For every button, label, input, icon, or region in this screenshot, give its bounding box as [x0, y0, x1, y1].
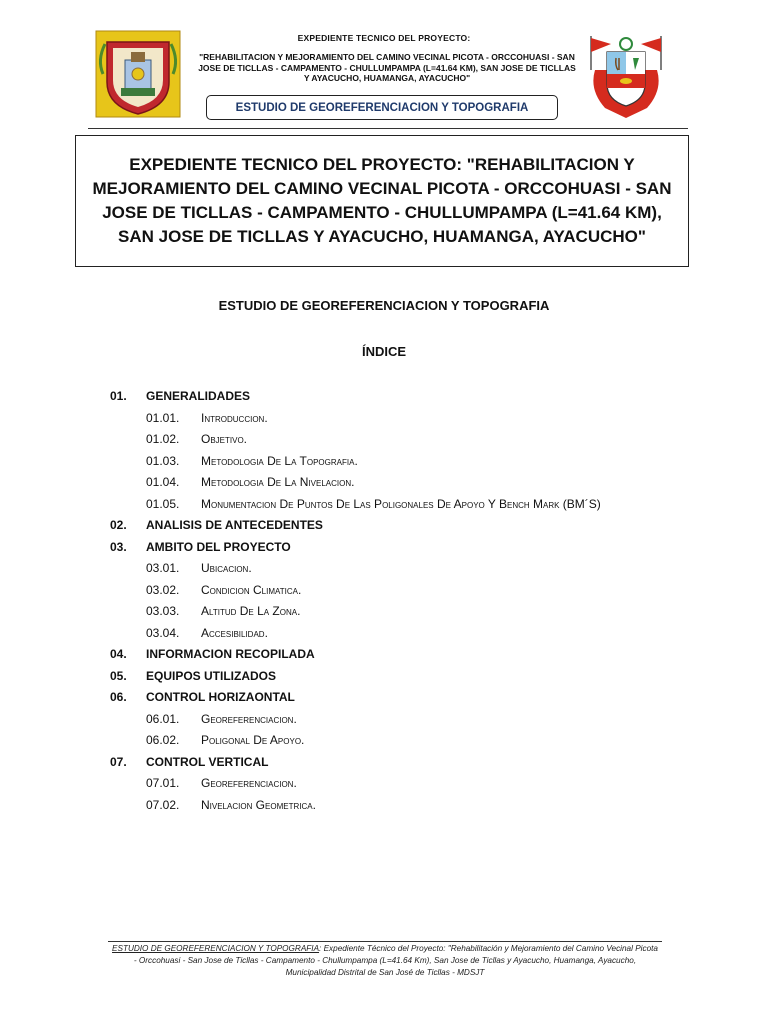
- toc-subsection[interactable]: [0, 581, 768, 603]
- toc-number: 05.: [110, 668, 127, 683]
- toc-label: AMBITO DEL PROYECTO: [146, 539, 291, 554]
- toc-number: 03.03.: [146, 604, 180, 618]
- toc-subsection[interactable]: [0, 409, 768, 431]
- toc-label: Monumentacion De Puntos De Las Poligonales De Apoyo Y Bench Mark (BM´S): [201, 496, 601, 511]
- toc-subsection[interactable]: [0, 559, 768, 581]
- toc-label: Condicion Climatica.: [201, 582, 302, 597]
- toc-number: 06.02.: [146, 733, 180, 747]
- toc-number: 01.03.: [146, 453, 180, 468]
- peru-coat-of-arms-icon: [585, 30, 667, 120]
- toc-section[interactable]: [0, 516, 768, 538]
- toc-label: Objetivo.: [201, 432, 248, 446]
- toc-number: 03.: [110, 539, 127, 554]
- toc-number: 04.: [110, 647, 127, 661]
- toc-label: GENERALIDADES: [146, 389, 251, 403]
- footer-description: : Expediente Técnico del Proyecto: "Rehabilitación y Mejoramiento del Camino Vecinal Picota - Orccohuasi - San Jose de Ticllas - Campamento - Chullumpampa (L=41.64 Km), San Jose de Ticllas y Ayacucho, Huamanga, Ayacucho, Municipalidad Distrital de San José de Ticllas - MDSJT: [133, 944, 658, 977]
- toc-subsection[interactable]: [0, 495, 768, 517]
- toc-subsection[interactable]: [0, 731, 768, 753]
- toc-label: CONTROL HORIZAONTAL: [146, 690, 295, 704]
- header-project-name: "REHABILITACION Y MEJORAMIENTO DEL CAMINO VECINAL PICOTA - ORCCOHUASI - SAN JOSE DE TICLLAS - CAMPAMENTO - CHULLUMPAMPA (L=41.64 KM), SAN JOSE DE TICLLAS Y AYACUCHO, HUAMANGA, AYACUCHO": [198, 52, 576, 83]
- index-heading: ÍNDICE: [361, 344, 407, 359]
- municipal-shield-icon: [95, 30, 181, 118]
- page-footer: [110, 943, 660, 979]
- toc-label: Ubicacion.: [201, 561, 252, 575]
- toc-label: Poligonal De Apoyo.: [201, 733, 305, 747]
- toc-number: 01.: [110, 389, 127, 403]
- toc-section[interactable]: [0, 645, 768, 667]
- toc-subsection[interactable]: [0, 624, 768, 646]
- header-label: EXPEDIENTE TECNICO DEL PROYECTO:: [297, 33, 471, 43]
- table-of-contents: [0, 387, 768, 817]
- toc-number: 01.01.: [146, 410, 180, 425]
- toc-number: 02.: [110, 518, 127, 532]
- toc-number: 03.01.: [146, 561, 180, 575]
- toc-number: 07.02.: [146, 797, 180, 812]
- toc-number: 03.02.: [146, 582, 180, 597]
- toc-subsection[interactable]: [0, 774, 768, 796]
- project-title-box: [75, 135, 689, 267]
- toc-label: ANALISIS DE ANTECEDENTES: [146, 518, 323, 532]
- toc-label: Nivelacion Geometrica.: [201, 797, 316, 812]
- toc-section[interactable]: [0, 667, 768, 689]
- toc-subsection[interactable]: [0, 430, 768, 452]
- toc-label: EQUIPOS UTILIZADOS: [146, 668, 277, 683]
- toc-number: 07.01.: [146, 776, 180, 790]
- toc-section[interactable]: [0, 753, 768, 775]
- toc-label: Georeferenciacion.: [201, 776, 297, 790]
- toc-section[interactable]: [0, 387, 768, 409]
- toc-label: Accesibilidad.: [201, 625, 268, 640]
- toc-section[interactable]: [0, 538, 768, 560]
- toc-number: 06.: [110, 690, 127, 704]
- toc-number: 01.02.: [146, 432, 180, 446]
- toc-label: Georeferenciacion.: [201, 711, 297, 726]
- toc-label: INFORMACION RECOPILADA: [146, 647, 315, 661]
- toc-label: CONTROL VERTICAL: [146, 754, 269, 769]
- toc-label: Introduccion.: [201, 410, 268, 425]
- toc-label: Altitud De La Zona.: [201, 604, 301, 618]
- toc-label: Metodologia De La Topografia.: [201, 453, 358, 468]
- toc-subsection[interactable]: [0, 473, 768, 495]
- toc-subsection[interactable]: [0, 796, 768, 818]
- project-title: EXPEDIENTE TECNICO DEL PROYECTO: "REHABILITACION Y MEJORAMIENTO DEL CAMINO VECINAL PICOTA - ORCCOHUASI - SAN JOSE DE TICLLAS - CAMPAMENTO - CHULLUMPAMPA (L=41.64 KM), SAN JOSE DE TICLLAS Y AYACUCHO, HUAMANGA, AYACUCHO": [92, 155, 672, 246]
- footer-study-name: ESTUDIO DE GEOREFERENCIACION Y TOPOGRAFIA: [112, 944, 320, 953]
- toc-number: 01.04.: [146, 475, 180, 489]
- footer-divider: [108, 941, 662, 942]
- study-subtitle: ESTUDIO DE GEOREFERENCIACION Y TOPOGRAFIA: [218, 298, 550, 313]
- page-header: [0, 0, 768, 130]
- toc-number: 07.: [110, 754, 127, 769]
- toc-label: Metodologia De La Nivelacion.: [201, 475, 355, 489]
- header-divider: [88, 128, 688, 129]
- toc-section[interactable]: [0, 688, 768, 710]
- toc-number: 01.05.: [146, 496, 180, 511]
- toc-number: 03.04.: [146, 625, 180, 640]
- toc-subsection[interactable]: [0, 602, 768, 624]
- header-study-badge: ESTUDIO DE GEOREFERENCIACION Y TOPOGRAFIA: [206, 95, 558, 120]
- toc-subsection[interactable]: [0, 452, 768, 474]
- toc-number: 06.01.: [146, 711, 180, 726]
- toc-subsection[interactable]: [0, 710, 768, 732]
